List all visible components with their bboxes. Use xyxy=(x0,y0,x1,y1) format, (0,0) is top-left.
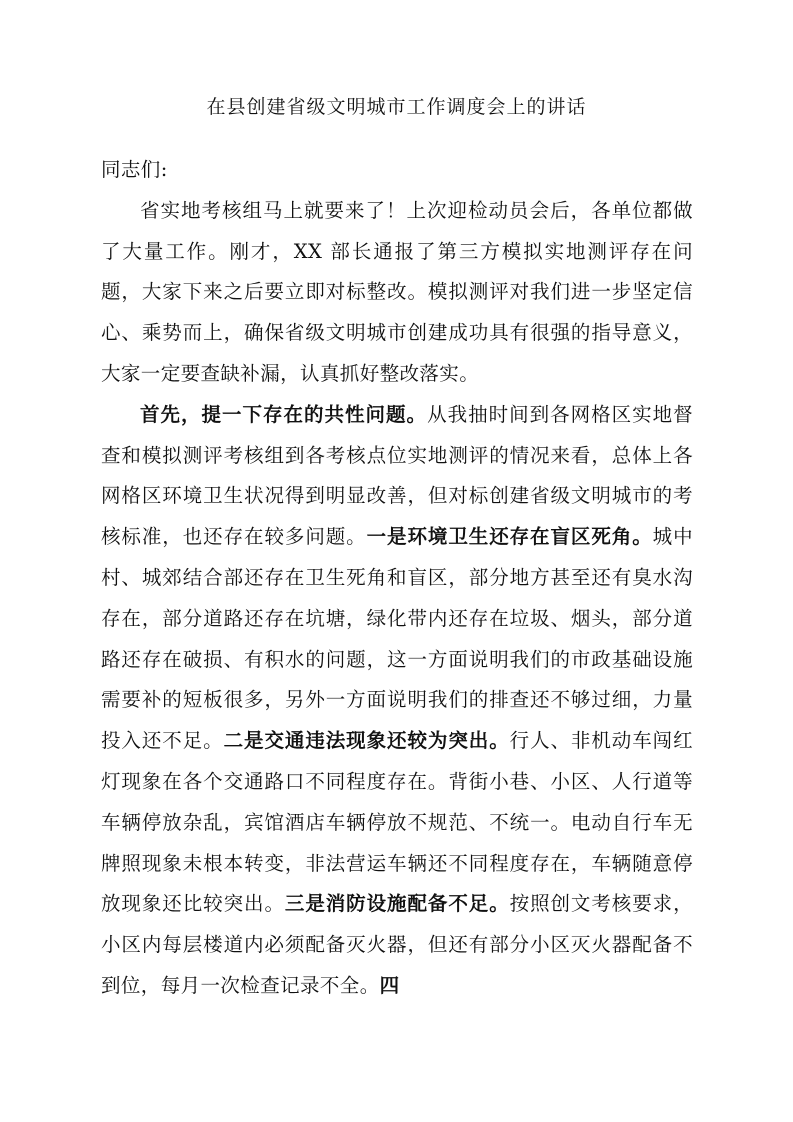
point-four-heading-start: 四 xyxy=(379,973,400,997)
heading-common-issues: 首先，提一下存在的共性问题。 xyxy=(140,402,428,426)
page-title: 在县创建省级文明城市工作调度会上的讲话 xyxy=(206,96,587,118)
paragraph-text: 按照创文考核要求，小区内每层楼道内必须配备灭火器，但还有部分小区灭火器配备不到位，每月一次检查记录不全。 xyxy=(101,892,693,997)
paragraph-text: 从我抽时间到各网格区实地督查和模拟测评考核组到各考核点位实地测评的情况来看，总体上各网格区环境卫生状况得到明显改善，但对标创建省级文明城市的考核标准，也还存在较多问题。 xyxy=(101,402,694,549)
point-two-heading: 二是交通违法现象还较为突出。 xyxy=(223,729,510,753)
paragraph-intro xyxy=(101,191,693,395)
paragraph-text: 城中村、城郊结合部还存在卫生死角和盲区，部分地方甚至还有臭水沟存在，部分道路还存在坑塘，绿化带内还存在垃圾、烟头，部分道路还存在破损、有积水的问题，这一方面说明我们的市政基础设施需要补的短板很多，另外一方面说明我们的排查还不够过细，力量投入还不足。 xyxy=(101,525,693,753)
document-body xyxy=(101,150,693,1007)
salutation: 同志们: xyxy=(101,158,168,181)
point-one-heading: 一是环境卫生还存在盲区死角。 xyxy=(366,525,653,549)
paragraph-text: 省实地考核组马上就要来了！上次迎检动员会后，各单位都做了大量工作。刚才，XX 部长通报了第三方模拟实地测评存在问题，大家下来之后要立即对标整改。模拟测评对我们进一步坚定信心、乘势而上，确保省级文明城市创建成功具有很强的指导意义，大家一定要查缺补漏，认真抓好整改落实。 xyxy=(101,198,693,385)
paragraph-common-issues xyxy=(101,395,693,1007)
paragraph-text: 行人、非机动车闯红灯现象在各个交通路口不同程度存在。背街小巷、小区、人行道等车辆停放杂乱，宾馆酒店车辆停放不规范、不统一。电动自行车无牌照现象未根本转变，非法营运车辆还不同程度存在，车辆随意停放现象还比较突出。 xyxy=(101,729,693,916)
point-three-heading: 三是消防设施配备不足。 xyxy=(284,892,510,916)
